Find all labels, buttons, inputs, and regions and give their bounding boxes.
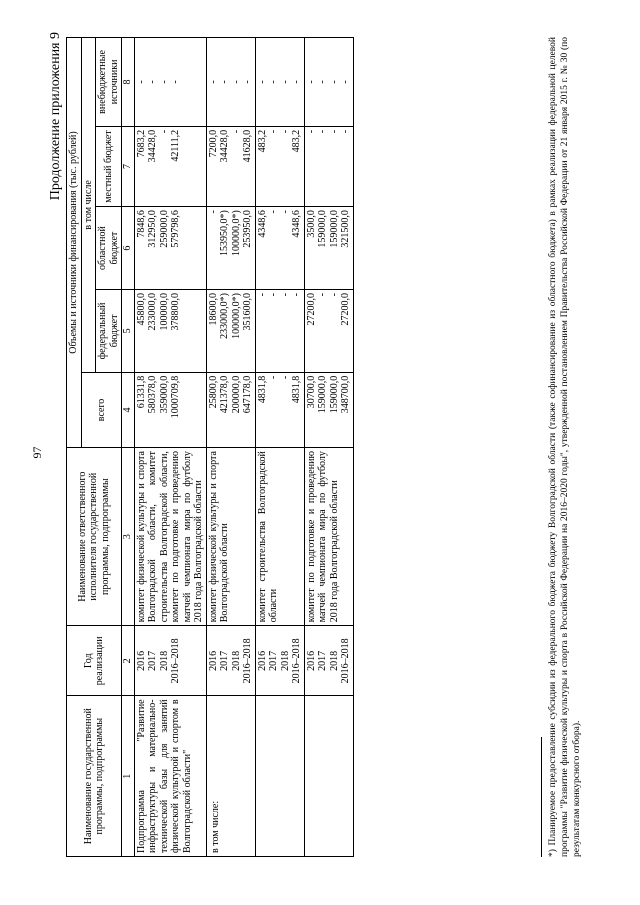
table-row-football-committee xyxy=(304,38,353,857)
regional-cell: - 153950,0*) 100000,0*) 253950,0 xyxy=(206,207,255,290)
header-row-1 xyxy=(67,38,82,857)
including-label: в том числе: xyxy=(209,800,221,853)
index-cell: 4 xyxy=(122,372,135,447)
index-cell: 8 xyxy=(122,38,135,127)
table-row-sport-committee xyxy=(206,38,255,857)
funding-table xyxy=(66,37,354,857)
total-cell: 30700,0 159000,0 159000,0 348700,0 xyxy=(304,372,353,447)
federal-cell: 27200,0 - - 27200,0 xyxy=(304,289,353,372)
header-total: всего xyxy=(81,372,122,447)
table-row-subprogram xyxy=(134,38,206,857)
header-year: Год реализации xyxy=(67,626,122,696)
index-cell: 6 xyxy=(122,207,135,290)
index-cell: 3 xyxy=(122,448,135,626)
years-cell: 2016 2017 2018 2016–2018 xyxy=(134,626,206,696)
empty-cell xyxy=(255,696,304,857)
executor-cell: комитет физической культуры и спорта Волгоградской области, комитет строительства Волгоградской области, комитет по подготовке и проведению матчей чемпионата мира по футболу 2018 года Волгоградской области xyxy=(134,448,206,626)
offbudget-cell: - - - - xyxy=(304,38,353,127)
executor-cell: комитет по подготовке и проведению матчей чемпионата мира по футболу 2018 года Волгоградской области xyxy=(304,448,353,626)
federal-cell: 18600,0 233000,0*) 100000,0*) 351600,0 xyxy=(206,289,255,372)
federal-cell: - - - - xyxy=(255,289,304,372)
footnote: *) Планируемое предоставление субсидии из федерального бюджета бюджету Волгоградской области (также софинансирование из областного бюджета) в рамках реализации федеральной целевой программы "Развитие физической культуры и спорта в Российской Федерации на 2016–2020 годы", утвержденной постановлением Правительства Российской Федерации от 21 января 2015 г. № 30 (по результатам конкурсного отбора). xyxy=(548,37,582,857)
header-federal: федеральный бюджет xyxy=(96,289,122,372)
subprogram-name: Подпрограмма "Развитие инфраструктуры и материально-технической базы для занятий физической культурой и спортом в Волгоградской области" xyxy=(134,696,206,857)
years-cell: 2016 2017 2018 2016–2018 xyxy=(255,626,304,696)
header-regional: областной бюджет xyxy=(96,207,122,290)
continuation-note: Продолжение приложения 9 xyxy=(48,32,63,201)
page-number: 97 xyxy=(30,446,44,459)
federal-cell: 45800,0 233000,0 100000,0 378800,0 xyxy=(134,289,206,372)
regional-cell: 3500,0 159000,0 159000,0 321500,0 xyxy=(304,207,353,290)
index-cell: 7 xyxy=(122,126,135,206)
total-cell: 25800,0 421378,0 200000,0 647178,0 xyxy=(206,372,255,447)
offbudget-cell: - - - - xyxy=(255,38,304,127)
footnote-divider xyxy=(541,737,542,857)
local-cell: 7200,0 34428,0 - 41628,0 xyxy=(206,126,255,206)
header-offbudget: внебюджетные источники xyxy=(96,38,122,127)
local-cell: 483,2 - - 483,2 xyxy=(255,126,304,206)
header-including: в том числе xyxy=(81,38,96,373)
index-cell: 2 xyxy=(122,626,135,696)
index-row xyxy=(122,38,135,857)
including-label-cell xyxy=(206,696,255,857)
years-cell: 2016 2017 2018 2016–2018 xyxy=(304,626,353,696)
index-cell: 5 xyxy=(122,289,135,372)
executor-cell: комитет строительства Волгоградской области xyxy=(255,448,304,626)
total-cell: 61331,8 580378,0 359000,0 1000709,8 xyxy=(134,372,206,447)
empty-cell xyxy=(304,696,353,857)
local-cell: - - - - xyxy=(304,126,353,206)
header-funding: Объемы и источники финансирования (тыс. рублей) xyxy=(67,38,82,448)
total-cell: 4831,8 - - 4831,8 xyxy=(255,372,304,447)
header-program-name: Наименование государственной программы, подпрограммы xyxy=(67,696,122,857)
table-row-construction-committee xyxy=(255,38,304,857)
regional-cell: 7848,6 312950,0 259000,0 579798,6 xyxy=(134,207,206,290)
years-cell: 2016 2017 2018 2016–2018 xyxy=(206,626,255,696)
offbudget-cell: - - - - xyxy=(134,38,206,127)
index-cell: 1 xyxy=(122,696,135,857)
header-local: местный бюджет xyxy=(96,126,122,206)
header-executor: Наименование ответственного исполнителя государственной программы, подпрограммы xyxy=(67,448,122,626)
executor-cell: комитет физической культуры и спорта Волгоградской области xyxy=(206,448,255,626)
offbudget-cell: - - - - xyxy=(206,38,255,127)
regional-cell: 4348,6 - - 4348,6 xyxy=(255,207,304,290)
local-cell: 7683,2 34428,0 - 42111,2 xyxy=(134,126,206,206)
